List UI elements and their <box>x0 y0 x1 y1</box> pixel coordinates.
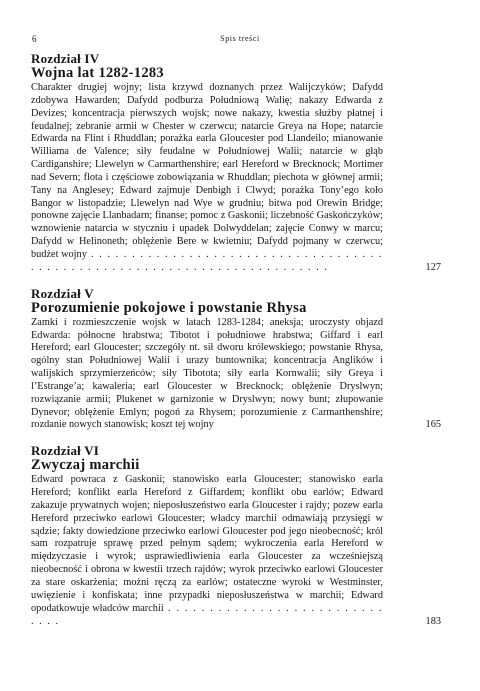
chapter-title: Porozumienie pokojowe i powstanie Rhysa <box>31 299 307 316</box>
chapter-title: Wojna lat 1282-1283 <box>31 65 164 81</box>
chapter-entry-row <box>31 82 451 275</box>
chapter-title: Zwyczaj marchii <box>31 457 140 474</box>
chapter-page-ref: 165 <box>425 419 441 431</box>
chapter-label: Rozdział V <box>31 285 94 301</box>
chapter-label: Rozdział VI <box>31 443 100 459</box>
chapter-label: Rozdział IV <box>31 51 100 66</box>
chapter-6-entry <box>31 444 451 628</box>
chapter-summary <box>31 317 383 433</box>
chapter-summary-text: Charakter drugiej wojny; lista krzywd doznanych przez Walijczyków; Dafydd zdobywa Hawarden; Dafydd podburza Południową Walię; nakazy Edwarda z Devizes; koncentracja pierwszych wojsk; nowe nakazy, kwestia służby płatnej i feudalnej; zebranie armii w Chester w czerwcu; natarcie Greya na Hope; natarcie Edwarda na Flint i Rhuddlan; porażka earla Gloucester pod Llandeilo; mianowanie Williama de Valence; siły feudalne w Południowej Walii; natarcie w głąb Cardiganshire; Llewelyn w Carmarthenshire; earl Hereford w Brecknock; Mortimer nad Severn; flota i częściowe zobowiązania w Rhuddlan; piechota w głównej armii; Tany na Anglesey; Edward zajmuje Denbigh i Clwyd; porażka Tony’ego koło Bangor w listopadzie; Llewelyn nad Wye w grudniu; bitwa pod Orewin Bridge; ponowne zajęcie Llanbadarn; finanse; pomoc z Gaskonii; liczebność Gaskończyków; wznowienie natarcia w styczniu i upadek Dolwyddelan; zajęcie Conwy w marcu; Dafydd w Helinoneth; oblężenie Bere w kwietniu; Dafydd pojmany w czerwcu; budżet wojny <box>31 82 383 260</box>
chapter-entry-row <box>31 317 451 433</box>
chapter-summary-text: Edward powraca z Gaskonii; stanowisko earla Gloucester; stanowisko earla Hereford; konflikt earla Hereford z Giffardem; konflikt obu earlów; Edward zakazuje prywatnych wojen; nieposłuszeństwo earla Gloucester i rajdy; pozew earla Hereford przeciwko earlowi Gloucester; władcy marchii odmawiają przysięgi w sądzie; fakty dowiedzione przeciwko earlowi Gloucester pod jego nieobecność; król sam rozpatruje sprawę przed pełnym sądem; wykroczenia earla Hereford w międzyczasie i wyrok; usprawiedliwienia earla Gloucester za wcześniejszą nieobecność i obrona w kwestii trzech rajdów; wyrok przeciwko earlowi Gloucester za stare oskarżenia; możni ręczą za earlów; ostateczne wyroki w Westminster, uwięzienie i konfiskata; inne przypadki nieposłuszeństwa w marchii; Edward opodatkowuje władców marchii <box>31 474 383 614</box>
chapter-entry-row <box>31 474 451 628</box>
chapter-summary <box>31 474 383 628</box>
chapter-page-ref: 183 <box>425 615 441 627</box>
chapter-summary <box>31 82 383 275</box>
dot-leader: . . . . . . . . . . . . . . . . . . . . . . . . . . . . . . . . . . . . . . . . . . . . . . . . . . . . . . . . . . . . . . . . . . . . . . . . . <box>31 248 383 273</box>
chapter-4-entry <box>31 52 451 275</box>
table-of-contents <box>31 52 451 640</box>
chapter-page-ref: 127 <box>425 261 441 273</box>
chapter-summary-text: Zamki i rozmieszczenie wojsk w latach 1283-1284; aneksja; uroczysty objazd Edwarda: północne hrabstwa; Tibotot i południowe hrabstwa; Giffard i earl Hereford; earl Gloucester; szczegóły nt. sił dworu królewskiego; powstanie Rhysa, ogólny stan Południowej Walii i urazy buntownika; koncentracja Anglików i walijskich sprzymierzeńców; siły Tibotota; siły earla Kornwalii; siły Greya i l’Estrange’a; kawaleria; earl Gloucester w Brecknock; oblężenie Dryslwyn; rozwiązanie armii; Plukenet w garnizonie w Dryslwyn; nowy bunt; złupowanie Dynevor; oblężenie Emlyn; pogoń za Rhysem; porozumienie z Carmarthenshire; rozdanie nowych stanowisk; koszt tej wojny <box>31 316 383 431</box>
chapter-5-entry <box>31 287 451 433</box>
running-head: Spis treści <box>220 34 260 43</box>
dot-leader: . . . . . . . . . . . . . . . . . . . . . . . . . . . . . . <box>31 602 384 627</box>
page-number: 6 <box>32 34 37 44</box>
